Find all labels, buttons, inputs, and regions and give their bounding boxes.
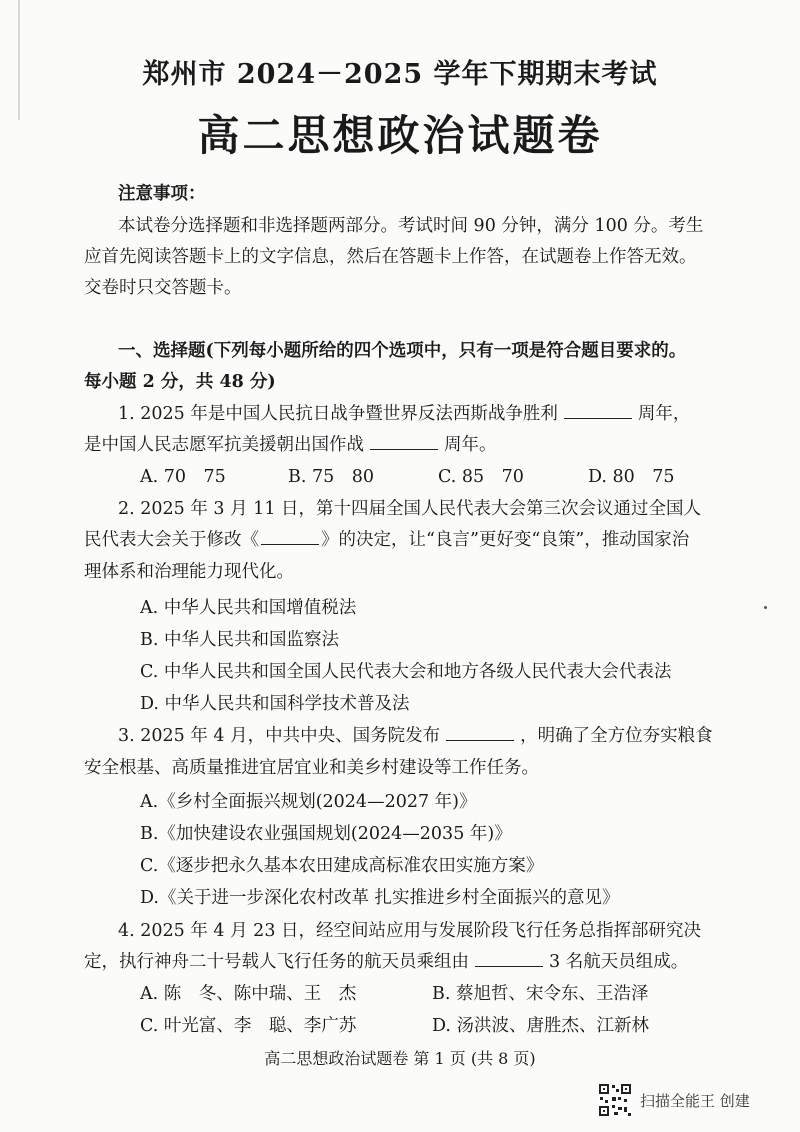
q2-line-3: 理体系和治理能力现代化。 (84, 562, 294, 582)
q4-stem-a: 定，执行神舟二十号载人飞行任务的航天员乘组由 (84, 952, 469, 972)
q3-line-1 (118, 722, 713, 747)
page-title: 高二思想政治试题卷 (197, 111, 603, 160)
q2-stem-a: 民代表大会关于修改《 (84, 530, 259, 550)
q2-stem-b: 》的决定，让“良言”更好变“良策”，推动国家治 (321, 530, 690, 550)
q2-option-d: D. 中华人民共和国科学技术普及法 (140, 694, 410, 714)
q2-option-b: B. 中华人民共和国监察法 (140, 630, 339, 650)
q2-option-c: C. 中华人民共和国全国人民代表大会和地方各级人民代表大会代表法 (140, 662, 672, 682)
q1-option-a: A. 70 75 (140, 467, 226, 487)
q3-option-a: A.《乡村全面振兴规划(2024—2027 年)》 (140, 792, 477, 812)
notice-heading: 注意事项： (118, 184, 206, 204)
q1-blank-1 (564, 404, 632, 419)
q4-option-d: D. 汤洪波、唐胜杰、江新林 (432, 1016, 650, 1036)
section-1-heading: 一、选择题(下列每小题所给的四个选项中，只有一项是符合题目要求的。 (118, 341, 687, 361)
q2-line-1: 2. 2025 年 3 月 11 日，第十四届全国人民代表大会第三次会议通过全国人 (118, 499, 702, 519)
notice-line-2: 应首先阅读答题卡上的文字信息，然后在答题卡上作答，在试题卷上作答无效。 (84, 247, 697, 267)
q1-stem-c: 是中国人民志愿军抗美援朝出国作战 (84, 435, 364, 455)
q1-stem-b: 周年， (637, 404, 691, 424)
q3-stem-b: ，明确了全方位夯实粮食 (520, 726, 713, 746)
q1-option-b: B. 75 80 (288, 467, 375, 487)
scanner-watermark (598, 1083, 750, 1117)
q3-blank (446, 726, 514, 741)
q4-stem-b: 3 名航天员组成。 (549, 952, 689, 972)
qr-code-icon (598, 1083, 632, 1117)
q3-line-2: 安全根基、高质量推进宜居宜业和美乡村建设等工作任务。 (84, 758, 539, 778)
q2-blank (261, 530, 319, 545)
q3-option-c: C.《逐步把永久基本农田建成高标准农田实施方案》 (140, 856, 544, 876)
q4-option-b: B. 蔡旭哲、宋令东、王浩泽 (432, 984, 649, 1004)
q4-option-a: A. 陈 冬、陈中瑞、王 杰 (140, 984, 357, 1004)
q4-line-2 (84, 948, 688, 973)
scan-speck (764, 606, 767, 609)
q1-option-d: D. 80 75 (588, 467, 675, 487)
page-footer: 高二思想政治试题卷 第 1 页 (共 8 页) (264, 1049, 536, 1068)
q3-option-d: D.《关于进一步深化农村改革 扎实推进乡村全面振兴的意见》 (140, 888, 620, 908)
q1-line-1 (118, 400, 690, 425)
section-1-heading-cont: 每小题 2 分，共 48 分) (84, 372, 276, 392)
exam-subtitle: 郑州市 2024－2025 学年下期期末考试 (142, 59, 658, 90)
q3-option-b: B.《加快建设农业强国规划(2024—2035 年)》 (140, 824, 512, 844)
q1-option-c: C. 85 70 (438, 467, 524, 487)
q1-blank-2 (370, 435, 438, 450)
notice-line-1: 本试卷分选择题和非选择题两部分。考试时间 90 分钟，满分 100 分。考生 (118, 216, 704, 236)
q1-stem-d: 周年。 (444, 435, 497, 455)
q4-line-1: 4. 2025 年 4 月 23 日，经空间站应用与发展阶段飞行任务总指挥部研究决 (118, 921, 702, 941)
q2-option-a: A. 中华人民共和国增值税法 (140, 598, 357, 618)
q4-option-c: C. 叶光富、李 聪、李广苏 (140, 1016, 357, 1036)
q1-stem-a: 1. 2025 年是中国人民抗日战争暨世界反法西斯战争胜利 (118, 404, 558, 424)
q4-blank (475, 952, 543, 967)
scanner-watermark-text: 扫描全能王 创建 (640, 1091, 750, 1110)
q3-stem-a: 3. 2025 年 4 月，中共中央、国务院发布 (118, 726, 441, 746)
notice-line-3: 交卷时只交答题卡。 (84, 278, 242, 298)
q1-line-2 (84, 431, 497, 456)
q2-line-2 (84, 526, 689, 551)
